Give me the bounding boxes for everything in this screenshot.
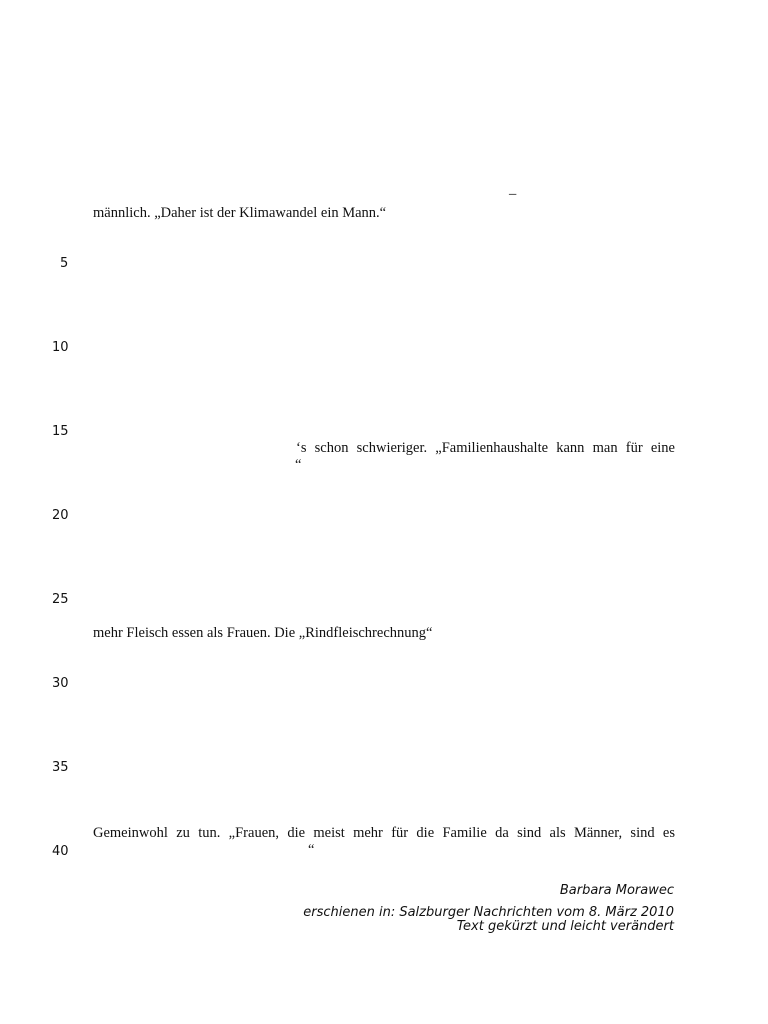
author-name: Barbara Morawec	[559, 883, 674, 898]
dash-fragment: –	[509, 186, 517, 202]
source-line: erschienen in: Salzburger Nachrichten vom 8. März 2010	[303, 905, 674, 920]
text-line-39: Gemeinwohl zu tun. „Frauen, die meist mehr für die Familie da sind als Männer, sind es	[93, 825, 675, 841]
text-line-1: männlich. „Daher ist der Klimawandel ein Mann.“	[93, 205, 387, 221]
line-number-40: 40	[52, 844, 69, 859]
text-line-17: “	[295, 457, 302, 473]
line-number-25: 25	[52, 592, 69, 607]
line-number-5: 5	[60, 256, 69, 271]
line-number-10: 10	[52, 340, 69, 355]
text-line-40: “	[308, 842, 315, 858]
line-number-35: 35	[52, 760, 69, 775]
line-number-30: 30	[52, 676, 69, 691]
line-number-15: 15	[52, 424, 69, 439]
text-line-27: mehr Fleisch essen als Frauen. Die „Rindfleischrechnung“	[93, 625, 433, 641]
line-number-20: 20	[52, 508, 69, 523]
text-line-16: ‘s schon schwieriger. „Familienhaushalte kann man für eine	[296, 440, 675, 456]
edit-note: Text gekürzt und leicht verändert	[456, 919, 674, 934]
